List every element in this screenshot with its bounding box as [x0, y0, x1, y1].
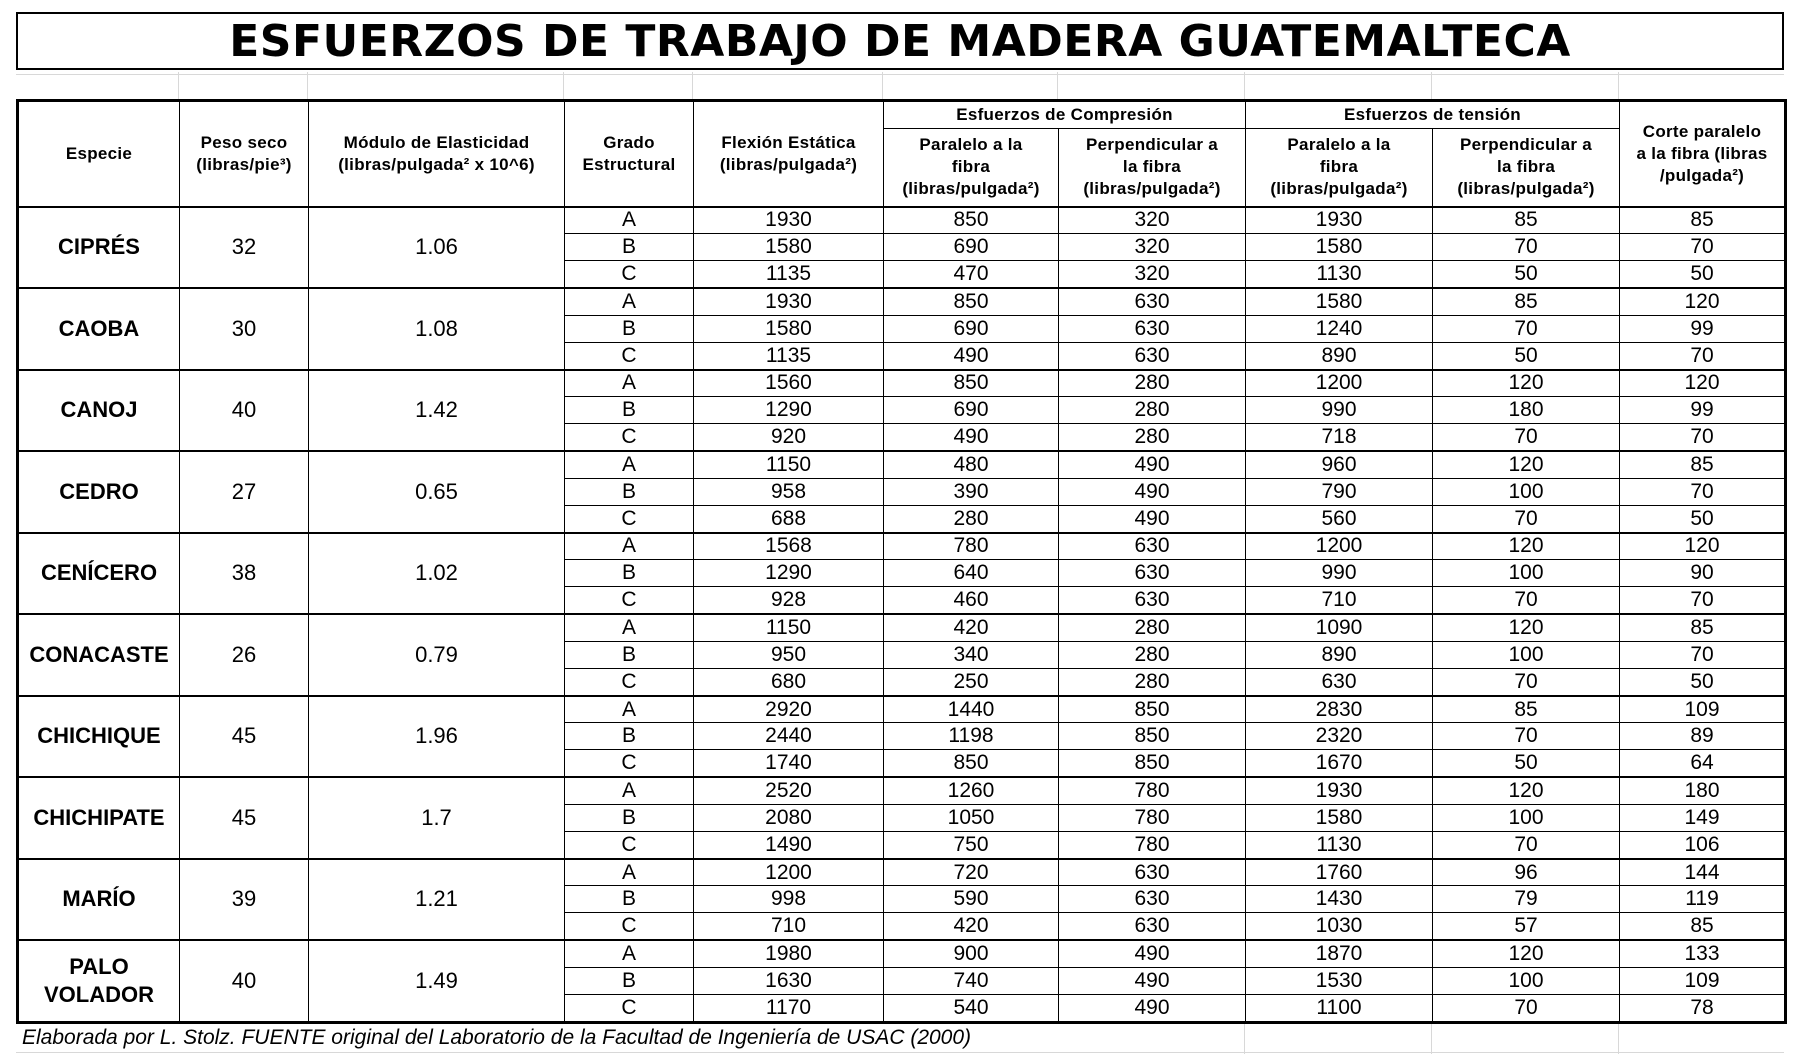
grid-line: [1431, 72, 1432, 99]
header-tension-group: Esfuerzos de tensión: [1246, 101, 1620, 129]
peso-seco-value: 32: [180, 207, 309, 289]
table-row: [18, 288, 1786, 315]
ten-perpendicular-cell: 100: [1433, 641, 1620, 668]
comp-perpendicular-cell: 630: [1059, 886, 1246, 913]
comp-perpendicular-cell: 780: [1059, 777, 1246, 804]
ten-perpendicular-cell: 79: [1433, 886, 1620, 913]
ten-paralelo-cell: 1130: [1246, 831, 1433, 858]
flexion-cell: 1568: [694, 533, 884, 560]
table-row: [18, 696, 1786, 723]
ten-perpendicular-cell: 70: [1433, 994, 1620, 1022]
grado-cell: B: [565, 397, 694, 424]
ten-paralelo-cell: 718: [1246, 424, 1433, 451]
grado-cell: B: [565, 641, 694, 668]
flexion-cell: 1930: [694, 207, 884, 234]
ten-paralelo-cell: 1200: [1246, 370, 1433, 397]
corte-cell: 133: [1620, 940, 1786, 967]
ten-perpendicular-cell: 85: [1433, 696, 1620, 723]
corte-cell: 109: [1620, 696, 1786, 723]
corte-cell: 106: [1620, 831, 1786, 858]
grado-cell: A: [565, 777, 694, 804]
modulo-value: 1.02: [309, 533, 565, 615]
table-row: [18, 777, 1786, 804]
corte-cell: 149: [1620, 804, 1786, 831]
wood-stress-table: [16, 99, 1787, 1024]
comp-perpendicular-cell: 630: [1059, 587, 1246, 614]
ten-paralelo-cell: 990: [1246, 560, 1433, 587]
flexion-cell: 1150: [694, 451, 884, 478]
header-comp-paralelo: Paralelo a la fibra (libras/pulgada²): [884, 129, 1059, 207]
grado-cell: C: [565, 261, 694, 288]
comp-perpendicular-cell: 280: [1059, 614, 1246, 641]
grid-line: [692, 72, 693, 99]
flexion-cell: 2520: [694, 777, 884, 804]
comp-perpendicular-cell: 320: [1059, 261, 1246, 288]
comp-paralelo-cell: 1440: [884, 696, 1059, 723]
ten-perpendicular-cell: 120: [1433, 614, 1620, 641]
peso-seco-value: 30: [180, 288, 309, 370]
modulo-value: 0.79: [309, 614, 565, 696]
grado-cell: A: [565, 370, 694, 397]
ten-paralelo-cell: 630: [1246, 668, 1433, 695]
ten-perpendicular-cell: 50: [1433, 342, 1620, 369]
source-note: Elaborada por L. Stolz. FUENTE original del Laboratorio de la Facultad de Ingeniería de USAC (2000): [22, 1026, 972, 1049]
comp-paralelo-cell: 690: [884, 315, 1059, 342]
grid-line: [1057, 72, 1058, 99]
peso-seco-value: 45: [180, 777, 309, 859]
peso-seco-value: 45: [180, 696, 309, 778]
table-title: ESFUERZOS DE TRABAJO DE MADERA GUATEMALTECA: [16, 12, 1784, 70]
grado-cell: B: [565, 560, 694, 587]
corte-cell: 50: [1620, 668, 1786, 695]
flexion-cell: 1150: [694, 614, 884, 641]
flexion-cell: 1560: [694, 370, 884, 397]
peso-seco-value: 40: [180, 370, 309, 452]
corte-cell: 99: [1620, 315, 1786, 342]
flexion-cell: 950: [694, 641, 884, 668]
comp-paralelo-cell: 780: [884, 533, 1059, 560]
comp-perpendicular-cell: 280: [1059, 370, 1246, 397]
corte-cell: 50: [1620, 261, 1786, 288]
ten-paralelo-cell: 1090: [1246, 614, 1433, 641]
grado-cell: C: [565, 342, 694, 369]
species-name: MARÍO: [18, 859, 180, 941]
grado-cell: A: [565, 288, 694, 315]
flexion-cell: 710: [694, 913, 884, 940]
comp-paralelo-cell: 470: [884, 261, 1059, 288]
corte-cell: 70: [1620, 342, 1786, 369]
table-row: [18, 451, 1786, 478]
flexion-cell: 1290: [694, 397, 884, 424]
comp-paralelo-cell: 690: [884, 234, 1059, 261]
grid-line: [1244, 72, 1245, 99]
header-flexion-estatica: Flexión Estática (libras/pulgada²): [694, 101, 884, 207]
comp-paralelo-cell: 460: [884, 587, 1059, 614]
ten-paralelo-cell: 2320: [1246, 723, 1433, 750]
corte-cell: 120: [1620, 370, 1786, 397]
corte-cell: 78: [1620, 994, 1786, 1022]
species-name: PALO VOLADOR: [18, 940, 180, 1022]
ten-perpendicular-cell: 70: [1433, 668, 1620, 695]
corte-cell: 109: [1620, 967, 1786, 994]
modulo-value: 1.08: [309, 288, 565, 370]
comp-paralelo-cell: 420: [884, 913, 1059, 940]
ten-perpendicular-cell: 100: [1433, 804, 1620, 831]
grado-cell: A: [565, 859, 694, 886]
comp-paralelo-cell: 490: [884, 424, 1059, 451]
flexion-cell: 2080: [694, 804, 884, 831]
species-name: CENÍCERO: [18, 533, 180, 615]
ten-perpendicular-cell: 120: [1433, 451, 1620, 478]
ten-perpendicular-cell: 70: [1433, 831, 1620, 858]
comp-paralelo-cell: 850: [884, 288, 1059, 315]
grado-cell: A: [565, 696, 694, 723]
comp-perpendicular-cell: 630: [1059, 560, 1246, 587]
grid-line: [1431, 1024, 1432, 1054]
comp-paralelo-cell: 590: [884, 886, 1059, 913]
modulo-value: 1.96: [309, 696, 565, 778]
ten-perpendicular-cell: 70: [1433, 723, 1620, 750]
corte-cell: 70: [1620, 478, 1786, 505]
comp-paralelo-cell: 850: [884, 207, 1059, 234]
comp-paralelo-cell: 750: [884, 831, 1059, 858]
flexion-cell: 958: [694, 478, 884, 505]
header-compresion-group: Esfuerzos de Compresión: [884, 101, 1246, 129]
ten-perpendicular-cell: 85: [1433, 288, 1620, 315]
modulo-value: 0.65: [309, 451, 565, 533]
species-name: CIPRÉS: [18, 207, 180, 289]
modulo-value: 1.06: [309, 207, 565, 289]
table-row: [18, 533, 1786, 560]
ten-paralelo-cell: 1930: [1246, 777, 1433, 804]
comp-perpendicular-cell: 490: [1059, 940, 1246, 967]
comp-perpendicular-cell: 490: [1059, 478, 1246, 505]
flexion-cell: 1490: [694, 831, 884, 858]
flexion-cell: 1135: [694, 261, 884, 288]
comp-paralelo-cell: 490: [884, 342, 1059, 369]
corte-cell: 50: [1620, 505, 1786, 532]
ten-perpendicular-cell: 120: [1433, 940, 1620, 967]
ten-perpendicular-cell: 85: [1433, 207, 1620, 234]
comp-paralelo-cell: 250: [884, 668, 1059, 695]
grado-cell: A: [565, 940, 694, 967]
species-name: CONACASTE: [18, 614, 180, 696]
grado-cell: C: [565, 831, 694, 858]
grado-cell: C: [565, 994, 694, 1022]
comp-paralelo-cell: 1050: [884, 804, 1059, 831]
ten-paralelo-cell: 890: [1246, 342, 1433, 369]
grado-cell: A: [565, 533, 694, 560]
peso-seco-value: 26: [180, 614, 309, 696]
comp-perpendicular-cell: 780: [1059, 804, 1246, 831]
corte-cell: 70: [1620, 234, 1786, 261]
grado-cell: B: [565, 967, 694, 994]
flexion-cell: 688: [694, 505, 884, 532]
grid-line: [16, 1052, 1784, 1053]
corte-cell: 144: [1620, 859, 1786, 886]
corte-cell: 64: [1620, 750, 1786, 777]
comp-perpendicular-cell: 490: [1059, 505, 1246, 532]
comp-perpendicular-cell: 490: [1059, 994, 1246, 1022]
corte-cell: 85: [1620, 207, 1786, 234]
ten-perpendicular-cell: 180: [1433, 397, 1620, 424]
ten-paralelo-cell: 1530: [1246, 967, 1433, 994]
comp-perpendicular-cell: 630: [1059, 859, 1246, 886]
corte-cell: 70: [1620, 587, 1786, 614]
ten-perpendicular-cell: 70: [1433, 424, 1620, 451]
flexion-cell: 928: [694, 587, 884, 614]
flexion-cell: 1200: [694, 859, 884, 886]
ten-paralelo-cell: 1100: [1246, 994, 1433, 1022]
modulo-value: 1.42: [309, 370, 565, 452]
ten-paralelo-cell: 1670: [1246, 750, 1433, 777]
flexion-cell: 1580: [694, 315, 884, 342]
grado-cell: A: [565, 614, 694, 641]
ten-paralelo-cell: 2830: [1246, 696, 1433, 723]
species-name: CANOJ: [18, 370, 180, 452]
comp-paralelo-cell: 340: [884, 641, 1059, 668]
species-name: CHICHIPATE: [18, 777, 180, 859]
ten-perpendicular-cell: 100: [1433, 560, 1620, 587]
comp-perpendicular-cell: 850: [1059, 750, 1246, 777]
comp-paralelo-cell: 720: [884, 859, 1059, 886]
grado-cell: B: [565, 804, 694, 831]
grado-cell: C: [565, 505, 694, 532]
flexion-cell: 1170: [694, 994, 884, 1022]
ten-perpendicular-cell: 70: [1433, 234, 1620, 261]
ten-paralelo-cell: 560: [1246, 505, 1433, 532]
grid-line: [307, 72, 308, 99]
header-comp-perpendicular: Perpendicular a la fibra (libras/pulgada²): [1059, 129, 1246, 207]
comp-perpendicular-cell: 280: [1059, 641, 1246, 668]
comp-perpendicular-cell: 630: [1059, 288, 1246, 315]
ten-paralelo-cell: 790: [1246, 478, 1433, 505]
flexion-cell: 1135: [694, 342, 884, 369]
peso-seco-value: 38: [180, 533, 309, 615]
ten-paralelo-cell: 1580: [1246, 288, 1433, 315]
grado-cell: C: [565, 587, 694, 614]
grado-cell: B: [565, 315, 694, 342]
table-row: [18, 614, 1786, 641]
flexion-cell: 1980: [694, 940, 884, 967]
comp-paralelo-cell: 1260: [884, 777, 1059, 804]
ten-paralelo-cell: 1430: [1246, 886, 1433, 913]
ten-paralelo-cell: 1930: [1246, 207, 1433, 234]
corte-cell: 85: [1620, 451, 1786, 478]
grid-line: [563, 72, 564, 99]
comp-paralelo-cell: 1198: [884, 723, 1059, 750]
corte-cell: 90: [1620, 560, 1786, 587]
ten-perpendicular-cell: 96: [1433, 859, 1620, 886]
header-corte-paralelo: Corte paralelo a la fibra (libras /pulgada²): [1620, 101, 1786, 207]
ten-perpendicular-cell: 100: [1433, 967, 1620, 994]
ten-paralelo-cell: 710: [1246, 587, 1433, 614]
corte-cell: 70: [1620, 641, 1786, 668]
peso-seco-value: 40: [180, 940, 309, 1022]
comp-paralelo-cell: 850: [884, 750, 1059, 777]
comp-perpendicular-cell: 850: [1059, 723, 1246, 750]
flexion-cell: 1580: [694, 234, 884, 261]
ten-perpendicular-cell: 70: [1433, 315, 1620, 342]
ten-paralelo-cell: 1200: [1246, 533, 1433, 560]
flexion-cell: 1630: [694, 967, 884, 994]
flexion-cell: 2440: [694, 723, 884, 750]
comp-perpendicular-cell: 630: [1059, 315, 1246, 342]
ten-perpendicular-cell: 120: [1433, 370, 1620, 397]
comp-perpendicular-cell: 630: [1059, 342, 1246, 369]
table-body: [18, 207, 1786, 1023]
ten-paralelo-cell: 1870: [1246, 940, 1433, 967]
header-peso-seco: Peso seco (libras/pie³): [180, 101, 309, 207]
grado-cell: B: [565, 723, 694, 750]
ten-paralelo-cell: 960: [1246, 451, 1433, 478]
corte-cell: 99: [1620, 397, 1786, 424]
ten-perpendicular-cell: 50: [1433, 750, 1620, 777]
ten-perpendicular-cell: 70: [1433, 587, 1620, 614]
grid-line: [1618, 72, 1619, 99]
table-row: [18, 940, 1786, 967]
grado-cell: C: [565, 668, 694, 695]
corte-cell: 85: [1620, 913, 1786, 940]
corte-cell: 89: [1620, 723, 1786, 750]
ten-perpendicular-cell: 57: [1433, 913, 1620, 940]
species-name: CHICHIQUE: [18, 696, 180, 778]
flexion-cell: 1290: [694, 560, 884, 587]
corte-cell: 85: [1620, 614, 1786, 641]
table-row: [18, 370, 1786, 397]
grado-cell: C: [565, 913, 694, 940]
comp-paralelo-cell: 480: [884, 451, 1059, 478]
ten-paralelo-cell: 1760: [1246, 859, 1433, 886]
flexion-cell: 680: [694, 668, 884, 695]
ten-paralelo-cell: 990: [1246, 397, 1433, 424]
comp-paralelo-cell: 740: [884, 967, 1059, 994]
ten-paralelo-cell: 1240: [1246, 315, 1433, 342]
comp-perpendicular-cell: 490: [1059, 451, 1246, 478]
header-modulo-elasticidad: Módulo de Elasticidad (libras/pulgada² x 10^6): [309, 101, 565, 207]
ten-paralelo-cell: 1580: [1246, 804, 1433, 831]
ten-paralelo-cell: 890: [1246, 641, 1433, 668]
corte-cell: 120: [1620, 288, 1786, 315]
comp-perpendicular-cell: 320: [1059, 234, 1246, 261]
flexion-cell: 2920: [694, 696, 884, 723]
corte-cell: 120: [1620, 533, 1786, 560]
peso-seco-value: 39: [180, 859, 309, 941]
comp-perpendicular-cell: 280: [1059, 424, 1246, 451]
species-name: CEDRO: [18, 451, 180, 533]
ten-perpendicular-cell: 100: [1433, 478, 1620, 505]
ten-perpendicular-cell: 120: [1433, 777, 1620, 804]
modulo-value: 1.49: [309, 940, 565, 1022]
table-row: [18, 859, 1786, 886]
ten-perpendicular-cell: 120: [1433, 533, 1620, 560]
header-grado-estructural: Grado Estructural: [565, 101, 694, 207]
comp-paralelo-cell: 690: [884, 397, 1059, 424]
grado-cell: A: [565, 207, 694, 234]
comp-paralelo-cell: 850: [884, 370, 1059, 397]
ten-paralelo-cell: 1580: [1246, 234, 1433, 261]
corte-cell: 70: [1620, 424, 1786, 451]
comp-perpendicular-cell: 630: [1059, 913, 1246, 940]
table-row: [18, 207, 1786, 234]
comp-perpendicular-cell: 280: [1059, 668, 1246, 695]
comp-perpendicular-cell: 780: [1059, 831, 1246, 858]
corte-cell: 119: [1620, 886, 1786, 913]
grid-line: [16, 74, 1784, 75]
comp-perpendicular-cell: 850: [1059, 696, 1246, 723]
flexion-cell: 1930: [694, 288, 884, 315]
flexion-cell: 920: [694, 424, 884, 451]
grado-cell: B: [565, 234, 694, 261]
header-especie: Especie: [18, 101, 180, 207]
comp-perpendicular-cell: 280: [1059, 397, 1246, 424]
comp-paralelo-cell: 280: [884, 505, 1059, 532]
ten-perpendicular-cell: 50: [1433, 261, 1620, 288]
grado-cell: A: [565, 451, 694, 478]
header-ten-perpendicular: Perpendicular a la fibra (libras/pulgada²): [1433, 129, 1620, 207]
grado-cell: C: [565, 750, 694, 777]
comp-perpendicular-cell: 320: [1059, 207, 1246, 234]
header-ten-paralelo: Paralelo a la fibra (libras/pulgada²): [1246, 129, 1433, 207]
comp-paralelo-cell: 420: [884, 614, 1059, 641]
flexion-cell: 1740: [694, 750, 884, 777]
grado-cell: B: [565, 886, 694, 913]
corte-cell: 180: [1620, 777, 1786, 804]
ten-perpendicular-cell: 70: [1433, 505, 1620, 532]
flexion-cell: 998: [694, 886, 884, 913]
grid-line: [882, 72, 883, 99]
grado-cell: C: [565, 424, 694, 451]
modulo-value: 1.7: [309, 777, 565, 859]
grid-line: [1618, 1024, 1619, 1054]
modulo-value: 1.21: [309, 859, 565, 941]
comp-paralelo-cell: 640: [884, 560, 1059, 587]
grado-cell: B: [565, 478, 694, 505]
peso-seco-value: 27: [180, 451, 309, 533]
comp-perpendicular-cell: 490: [1059, 967, 1246, 994]
comp-paralelo-cell: 390: [884, 478, 1059, 505]
ten-paralelo-cell: 1030: [1246, 913, 1433, 940]
comp-paralelo-cell: 540: [884, 994, 1059, 1022]
grid-line: [178, 72, 179, 99]
comp-perpendicular-cell: 630: [1059, 533, 1246, 560]
ten-paralelo-cell: 1130: [1246, 261, 1433, 288]
comp-paralelo-cell: 900: [884, 940, 1059, 967]
species-name: CAOBA: [18, 288, 180, 370]
